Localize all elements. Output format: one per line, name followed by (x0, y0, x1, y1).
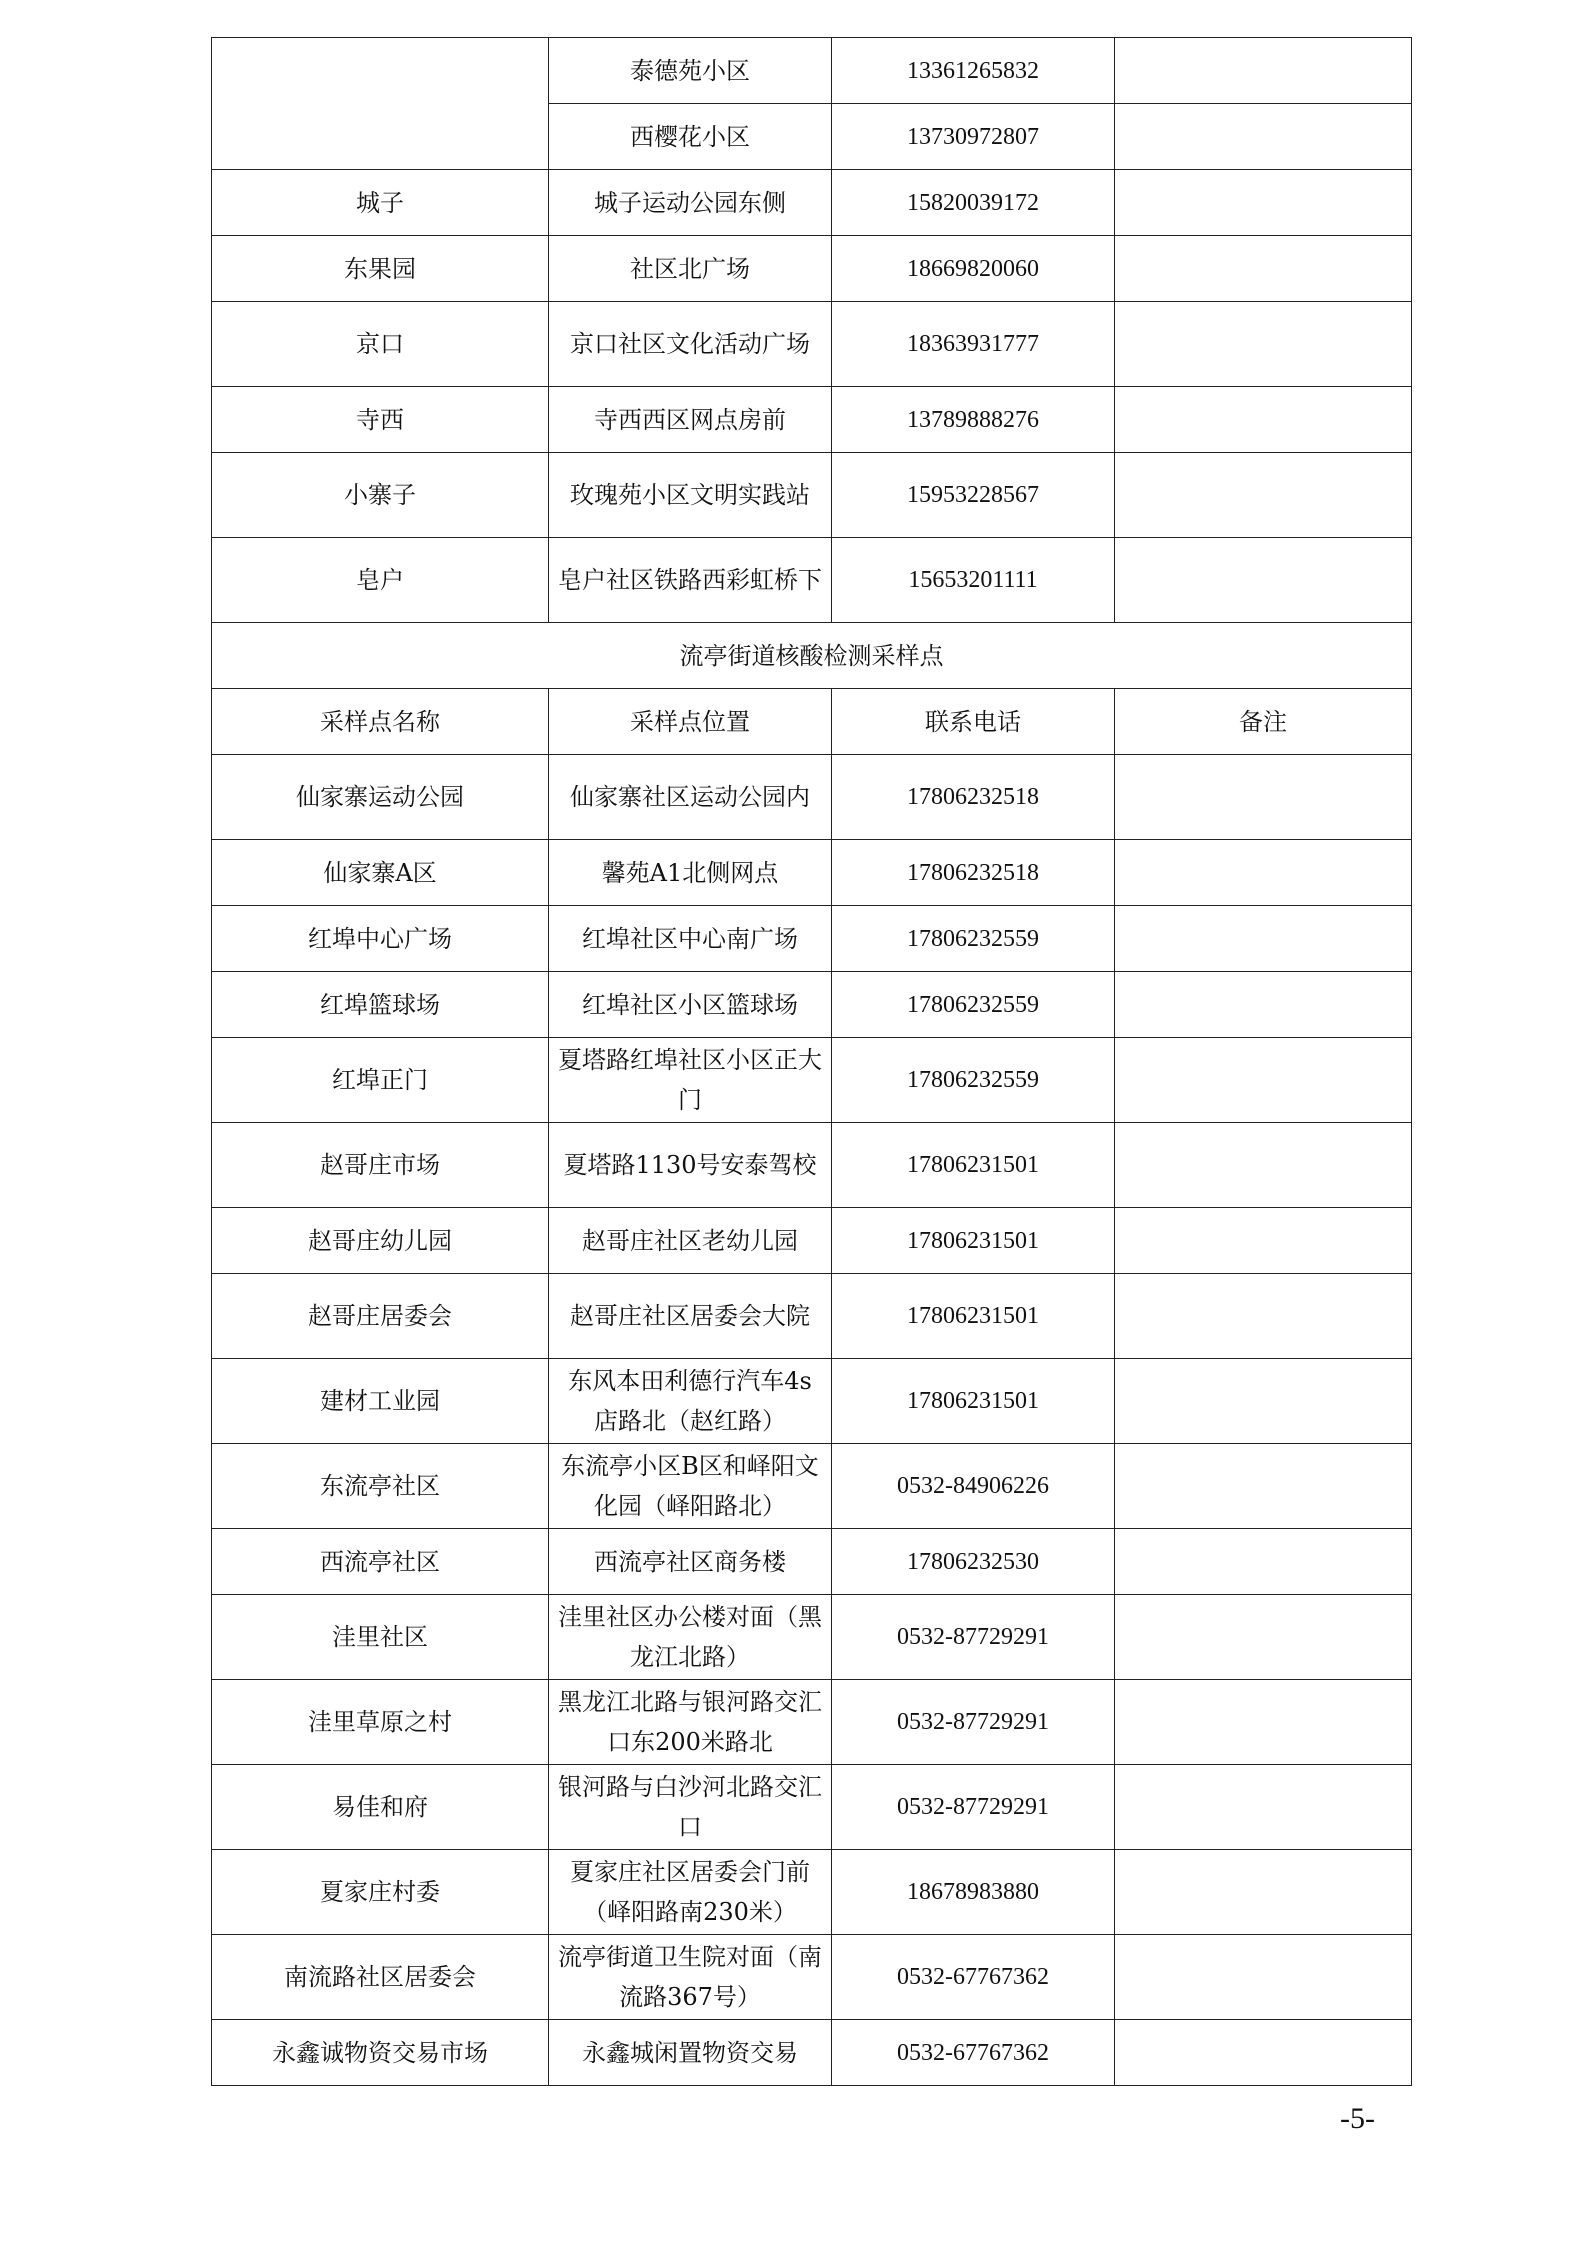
phone-cell: 17806232559 (832, 906, 1115, 972)
name-cell: 京口 (212, 302, 549, 387)
table-row (212, 972, 1412, 1038)
section-title: 流亭街道核酸检测采样点 (212, 623, 1412, 689)
phone-cell: 0532-87729291 (832, 1765, 1115, 1850)
table-row (212, 1595, 1412, 1680)
phone-cell: 17806231501 (832, 1123, 1115, 1208)
sampling-points-table (211, 37, 1412, 2086)
name-cell: 夏家庄村委 (212, 1850, 549, 1935)
phone-cell: 17806232518 (832, 755, 1115, 840)
remark-cell (1115, 236, 1412, 302)
location-cell: 泰德苑小区 (549, 38, 832, 104)
location-cell: 红埠社区小区篮球场 (549, 972, 832, 1038)
name-cell: 皂户 (212, 538, 549, 623)
remark-cell (1115, 972, 1412, 1038)
remark-cell (1115, 538, 1412, 623)
phone-cell: 18363931777 (832, 302, 1115, 387)
remark-cell (1115, 840, 1412, 906)
phone-cell: 17806232559 (832, 1038, 1115, 1123)
remark-cell (1115, 1850, 1412, 1935)
phone-cell: 17806232530 (832, 1529, 1115, 1595)
table-row (212, 170, 1412, 236)
location-cell: 社区北广场 (549, 236, 832, 302)
phone-cell: 18669820060 (832, 236, 1115, 302)
remark-cell (1115, 1359, 1412, 1444)
name-cell: 红埠篮球场 (212, 972, 549, 1038)
remark-cell (1115, 38, 1412, 104)
name-cell: 仙家寨A区 (212, 840, 549, 906)
location-cell: 西樱花小区 (549, 104, 832, 170)
location-cell: 寺西西区网点房前 (549, 387, 832, 453)
phone-cell: 0532-87729291 (832, 1595, 1115, 1680)
phone-cell: 0532-87729291 (832, 1680, 1115, 1765)
location-cell: 玫瑰苑小区文明实践站 (549, 453, 832, 538)
location-cell: 流亭街道卫生院对面（南流路367号） (549, 1935, 832, 2020)
phone-cell: 18678983880 (832, 1850, 1115, 1935)
name-cell: 洼里社区 (212, 1595, 549, 1680)
name-cell: 建材工业园 (212, 1359, 549, 1444)
remark-cell (1115, 906, 1412, 972)
phone-cell: 17806231501 (832, 1274, 1115, 1359)
name-cell: 红埠正门 (212, 1038, 549, 1123)
name-cell: 赵哥庄幼儿园 (212, 1208, 549, 1274)
remark-cell (1115, 1123, 1412, 1208)
table-row (212, 302, 1412, 387)
remark-cell (1115, 1208, 1412, 1274)
remark-cell (1115, 1765, 1412, 1850)
table-row (212, 236, 1412, 302)
table-row (212, 840, 1412, 906)
location-cell: 城子运动公园东侧 (549, 170, 832, 236)
phone-cell: 17806231501 (832, 1359, 1115, 1444)
name-cell: 寺西 (212, 387, 549, 453)
page-number: -5- (1340, 2102, 1375, 2135)
location-cell: 黑龙江北路与银河路交汇口东200米路北 (549, 1680, 832, 1765)
remark-cell (1115, 755, 1412, 840)
table-row (212, 1123, 1412, 1208)
table-row (212, 1274, 1412, 1359)
header-location: 采样点位置 (549, 689, 832, 755)
table-row (212, 1850, 1412, 1935)
phone-cell: 0532-84906226 (832, 1444, 1115, 1529)
table-row (212, 1038, 1412, 1123)
remark-cell (1115, 1444, 1412, 1529)
phone-cell: 15653201111 (832, 538, 1115, 623)
table-row (212, 755, 1412, 840)
table-row (212, 1680, 1412, 1765)
table-row (212, 906, 1412, 972)
table-row (212, 1444, 1412, 1529)
table-row (212, 1529, 1412, 1595)
location-cell: 夏家庄社区居委会门前（峄阳路南230米） (549, 1850, 832, 1935)
remark-cell (1115, 453, 1412, 538)
location-cell: 红埠社区中心南广场 (549, 906, 832, 972)
name-cell: 西流亭社区 (212, 1529, 549, 1595)
name-cell: 永鑫诚物资交易市场 (212, 2020, 549, 2086)
header-row (212, 689, 1412, 755)
name-cell: 小寨子 (212, 453, 549, 538)
name-cell: 易佳和府 (212, 1765, 549, 1850)
location-cell: 赵哥庄社区老幼儿园 (549, 1208, 832, 1274)
location-cell: 东风本田利德行汽车4s店路北（赵红路） (549, 1359, 832, 1444)
header-remark: 备注 (1115, 689, 1412, 755)
remark-cell (1115, 387, 1412, 453)
name-cell: 东果园 (212, 236, 549, 302)
remark-cell (1115, 1274, 1412, 1359)
location-cell: 永鑫城闲置物资交易 (549, 2020, 832, 2086)
phone-cell: 17806232518 (832, 840, 1115, 906)
location-cell: 西流亭社区商务楼 (549, 1529, 832, 1595)
remark-cell (1115, 1595, 1412, 1680)
table-row (212, 1359, 1412, 1444)
remark-cell (1115, 302, 1412, 387)
phone-cell: 13361265832 (832, 38, 1115, 104)
name-cell-empty (212, 38, 549, 170)
phone-cell: 0532-67767362 (832, 2020, 1115, 2086)
phone-cell: 17806231501 (832, 1208, 1115, 1274)
table-row (212, 538, 1412, 623)
remark-cell (1115, 1680, 1412, 1765)
location-cell: 洼里社区办公楼对面（黑龙江北路） (549, 1595, 832, 1680)
phone-cell: 13730972807 (832, 104, 1115, 170)
name-cell: 仙家寨运动公园 (212, 755, 549, 840)
table-row (212, 2020, 1412, 2086)
name-cell: 南流路社区居委会 (212, 1935, 549, 2020)
remark-cell (1115, 2020, 1412, 2086)
name-cell: 城子 (212, 170, 549, 236)
location-cell: 夏塔路红埠社区小区正大门 (549, 1038, 832, 1123)
remark-cell (1115, 170, 1412, 236)
name-cell: 红埠中心广场 (212, 906, 549, 972)
table-row (212, 453, 1412, 538)
remark-cell (1115, 104, 1412, 170)
table-row (212, 1208, 1412, 1274)
name-cell: 赵哥庄居委会 (212, 1274, 549, 1359)
phone-cell: 0532-67767362 (832, 1935, 1115, 2020)
table-row (212, 387, 1412, 453)
location-cell: 夏塔路1130号安泰驾校 (549, 1123, 832, 1208)
location-cell: 仙家寨社区运动公园内 (549, 755, 832, 840)
table-row (212, 1935, 1412, 2020)
location-cell: 东流亭小区B区和峄阳文化园（峄阳路北） (549, 1444, 832, 1529)
remark-cell (1115, 1038, 1412, 1123)
phone-cell: 15820039172 (832, 170, 1115, 236)
location-cell: 银河路与白沙河北路交汇口 (549, 1765, 832, 1850)
name-cell: 赵哥庄市场 (212, 1123, 549, 1208)
location-cell: 皂户社区铁路西彩虹桥下 (549, 538, 832, 623)
location-cell: 馨苑A1北侧网点 (549, 840, 832, 906)
name-cell: 东流亭社区 (212, 1444, 549, 1529)
remark-cell (1115, 1529, 1412, 1595)
location-cell: 京口社区文化活动广场 (549, 302, 832, 387)
phone-cell: 13789888276 (832, 387, 1115, 453)
table-row (212, 1765, 1412, 1850)
phone-cell: 17806232559 (832, 972, 1115, 1038)
section-title-row (212, 623, 1412, 689)
remark-cell (1115, 1935, 1412, 2020)
table-row (212, 38, 1412, 104)
name-cell: 洼里草原之村 (212, 1680, 549, 1765)
location-cell: 赵哥庄社区居委会大院 (549, 1274, 832, 1359)
phone-cell: 15953228567 (832, 453, 1115, 538)
header-phone: 联系电话 (832, 689, 1115, 755)
header-name: 采样点名称 (212, 689, 549, 755)
